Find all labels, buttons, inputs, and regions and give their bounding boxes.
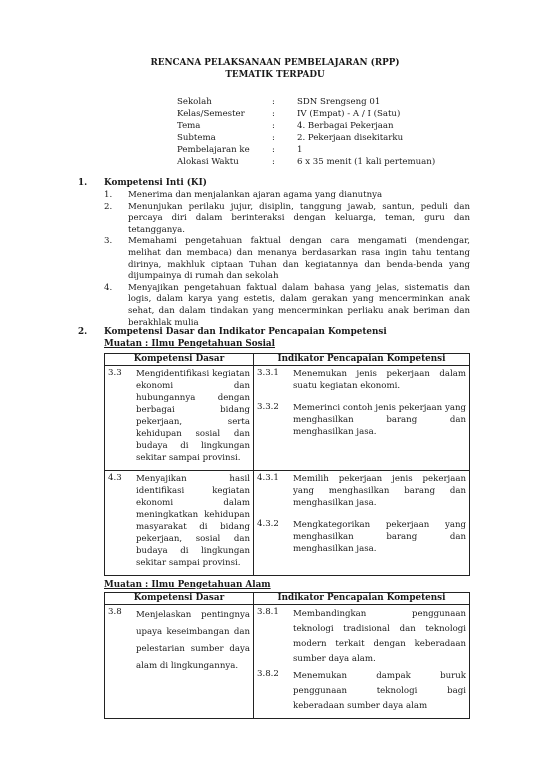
- document-subtitle: TEMATIK TERPADU: [225, 70, 325, 80]
- info-row: [177, 96, 435, 108]
- table-header-row: [105, 593, 470, 605]
- kd-text: Menjelaskan pentingnya upaya keseimbangan dan pelestarian sumber daya alam di lingkungannya.: [136, 610, 250, 671]
- list-item-number: 1.: [104, 190, 113, 200]
- section-2-heading: Kompetensi Dasar dan Indikator Pencapaian Kompetensi: [104, 327, 387, 337]
- indikator-cell: [254, 366, 470, 471]
- list-item-text: Menunjukan perilaku jujur, disiplin, tanggung jawab, santun, peduli dan percaya diri dalam berinteraksi dengan keluarga, teman, guru dan tetangganya.: [128, 201, 470, 235]
- indikator-number: 3.8.2: [257, 669, 279, 679]
- section-1-number: 1.: [78, 178, 88, 188]
- list-item: [104, 190, 470, 202]
- info-value: SDN Srengseng 01: [297, 97, 381, 107]
- indikator-number: 3.3.2: [257, 402, 279, 412]
- indikator-cell: [254, 471, 470, 576]
- table-row: [105, 366, 470, 471]
- ips-competency-table: [104, 353, 470, 576]
- section-1-heading: Kompetensi Inti (KI): [104, 178, 207, 188]
- info-value: 6 x 35 menit (1 kali pertemuan): [297, 157, 436, 167]
- info-row: [177, 156, 435, 168]
- info-row: [177, 108, 435, 120]
- ipa-competency-table: [104, 592, 470, 719]
- info-key: Tema: [177, 121, 201, 131]
- list-item-text: Menyajikan pengetahuan faktual dalam bahasa yang jelas, sistematis dan logis, dalam karya yang estetis, dalam gerakan yang mencerminkan anak sehat, dan dalam tindakan yang mencerminkan perliaku anak beriman dan berakhlak mulia: [128, 282, 470, 328]
- column-header-ipk: Indikator Pencapaian Kompetensi: [254, 593, 470, 605]
- info-sep: :: [272, 121, 275, 131]
- info-row: [177, 120, 435, 132]
- table-row: [105, 605, 470, 719]
- kd-cell: [105, 605, 254, 719]
- kd-number: 3.8: [108, 607, 122, 617]
- identity-table: [177, 96, 435, 168]
- indikator-number: 4.3.2: [257, 519, 279, 529]
- indikator-text: Memilih pekerjaan jenis pekerjaan yang menghasilkan barang dan menghasilkan jasa.: [293, 474, 466, 508]
- info-row: [177, 144, 435, 156]
- kd-number: 3.3: [108, 368, 122, 378]
- info-row: [177, 132, 435, 144]
- info-value: 1: [297, 145, 303, 155]
- info-key: Pembelajaran ke: [177, 145, 250, 155]
- muatan-ips-heading: Muatan : Ilmu Pengetahuan Sosial: [104, 339, 275, 349]
- section-2-number: 2.: [78, 327, 88, 337]
- indikator-text: Membandingkan penggunaan teknologi tradisional dan teknologi modern terkait dengan keberadaan sumber daya alam.: [293, 609, 466, 664]
- table-row: [105, 471, 470, 576]
- info-value: IV (Empat) - A / I (Satu): [297, 109, 401, 119]
- kompetensi-inti-list: [104, 190, 470, 329]
- list-item: [104, 283, 470, 329]
- list-item-text: Menerima dan menjalankan ajaran agama yang dianutnya: [128, 190, 383, 200]
- table-header-row: [105, 354, 470, 366]
- info-key: Sekolah: [177, 97, 212, 107]
- list-item-text: Memahami pengetahuan faktual dengan cara mengamati (mendengar, melihat dan membaca) dan menanya berdasarkan rasa ingin tahu tentang dirinya, makhluk ciptaan Tuhan dan kegiatannya dan benda-benda yang dijumpainya di rumah dan sekolah: [128, 236, 470, 282]
- indikator-number: 4.3.1: [257, 473, 279, 483]
- info-key: Subtema: [177, 133, 216, 143]
- info-sep: :: [272, 145, 275, 155]
- kd-cell: [105, 366, 254, 471]
- list-item-number: 2.: [104, 201, 113, 212]
- list-item: [104, 236, 470, 282]
- kd-cell: [105, 471, 254, 576]
- info-sep: :: [272, 109, 275, 119]
- info-value: 4. Berbagai Pekerjaan: [297, 121, 394, 131]
- info-sep: :: [272, 157, 275, 167]
- info-key: Alokasi Waktu: [177, 157, 239, 167]
- indikator-text: Menemukan dampak buruk penggunaan teknologi bagi keberadaan sumber daya alam: [293, 671, 466, 711]
- indikator-text: Mengkategorikan pekerjaan yang menghasilkan barang dan menghasilkan jasa.: [293, 520, 466, 554]
- list-item-number: 4.: [104, 282, 113, 293]
- column-header-kd: Kompetensi Dasar: [105, 354, 254, 366]
- list-item-number: 3.: [104, 236, 113, 247]
- kd-text: Menyajikan hasil identifikasi kegiatan ekonomi dalam meningkatkan kehidupan masyarakat di bidang pekerjaan, sosial dan budaya di lingkungan sekitar sampai provinsi.: [136, 474, 250, 568]
- kd-number: 4.3: [108, 473, 122, 483]
- info-sep: :: [272, 133, 275, 143]
- indikator-cell: [254, 605, 470, 719]
- column-header-kd: Kompetensi Dasar: [105, 593, 254, 605]
- document-title: RENCANA PELAKSANAAN PEMBELAJARAN (RPP): [150, 58, 400, 68]
- indikator-text: Memerinci contoh jenis pekerjaan yang menghasilkan barang dan menghasilkan jasa.: [293, 403, 466, 437]
- indikator-number: 3.8.1: [257, 607, 279, 617]
- indikator-text: Menemukan jenis pekerjaan dalam suatu kegiatan ekonomi.: [293, 369, 466, 391]
- info-key: Kelas/Semester: [177, 109, 245, 119]
- kd-text: Mengidentifikasi kegiatan ekonomi dan hubungannya dengan berbagai bidang pekerjaan, serta kehidupan sosial dan budaya di lingkungan sekitar sampai provinsi.: [136, 369, 250, 463]
- list-item: [104, 202, 470, 237]
- info-value: 2. Pekerjaan disekitarku: [297, 133, 404, 143]
- muatan-ipa-heading: Muatan : Ilmu Pengetahuan Alam: [104, 580, 271, 590]
- column-header-ipk: Indikator Pencapaian Kompetensi: [254, 354, 470, 366]
- indikator-number: 3.3.1: [257, 368, 279, 378]
- info-sep: :: [272, 97, 275, 107]
